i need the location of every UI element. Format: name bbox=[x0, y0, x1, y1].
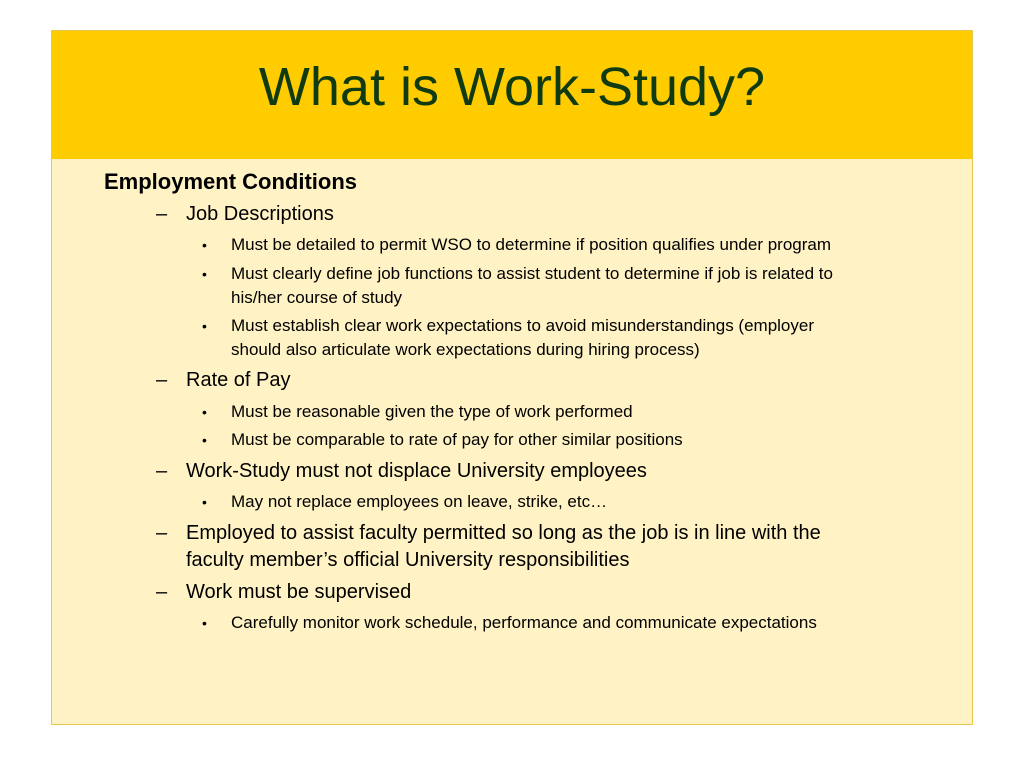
subheading-label: Work-Study must not displace University employees bbox=[186, 460, 647, 482]
dash-marker: – bbox=[156, 203, 168, 225]
section-heading: Employment Conditions bbox=[104, 169, 357, 194]
bullet-text: Must be reasonable given the type of work performed bbox=[231, 402, 633, 421]
subheading-label-continued: faculty member’s official University responsibilities bbox=[186, 549, 630, 571]
bullet-text: Must be detailed to permit WSO to determine if position qualifies under program bbox=[231, 235, 832, 254]
subheading-label: Job Descriptions bbox=[186, 203, 334, 225]
bullet-text: Must clearly define job functions to assist student to determine if job is related to bbox=[231, 264, 833, 283]
subheading-label: Work must be supervised bbox=[186, 581, 412, 603]
slide-title: What is Work-Study? bbox=[258, 57, 766, 117]
dash-marker: – bbox=[156, 581, 168, 603]
bullet-text: Must be comparable to rate of pay for other similar positions bbox=[231, 430, 683, 449]
dash-marker: – bbox=[156, 369, 168, 391]
bullet-marker: • bbox=[202, 432, 207, 448]
title-band bbox=[52, 31, 972, 159]
bullet-text: May not replace employees on leave, strike, etc… bbox=[231, 492, 608, 511]
bullet-marker: • bbox=[202, 266, 207, 282]
bullet-text-continued: should also articulate work expectations during hiring process) bbox=[231, 340, 700, 359]
bullet-text: Carefully monitor work schedule, performance and communicate expectations bbox=[231, 613, 817, 632]
bullet-marker: • bbox=[202, 404, 207, 420]
bullet-text: Must establish clear work expectations to avoid misunderstandings (employer bbox=[231, 316, 814, 335]
subheading-label: Employed to assist faculty permitted so long as the job is in line with the bbox=[186, 522, 821, 544]
dash-marker: – bbox=[156, 522, 168, 544]
slide bbox=[51, 30, 973, 725]
bullet-marker: • bbox=[202, 615, 207, 631]
bullet-marker: • bbox=[202, 237, 207, 253]
dash-marker: – bbox=[156, 460, 168, 482]
subheading-label: Rate of Pay bbox=[186, 369, 291, 391]
bullet-text-continued: his/her course of study bbox=[231, 288, 403, 307]
bullet-marker: • bbox=[202, 494, 207, 510]
bullet-marker: • bbox=[202, 318, 207, 334]
